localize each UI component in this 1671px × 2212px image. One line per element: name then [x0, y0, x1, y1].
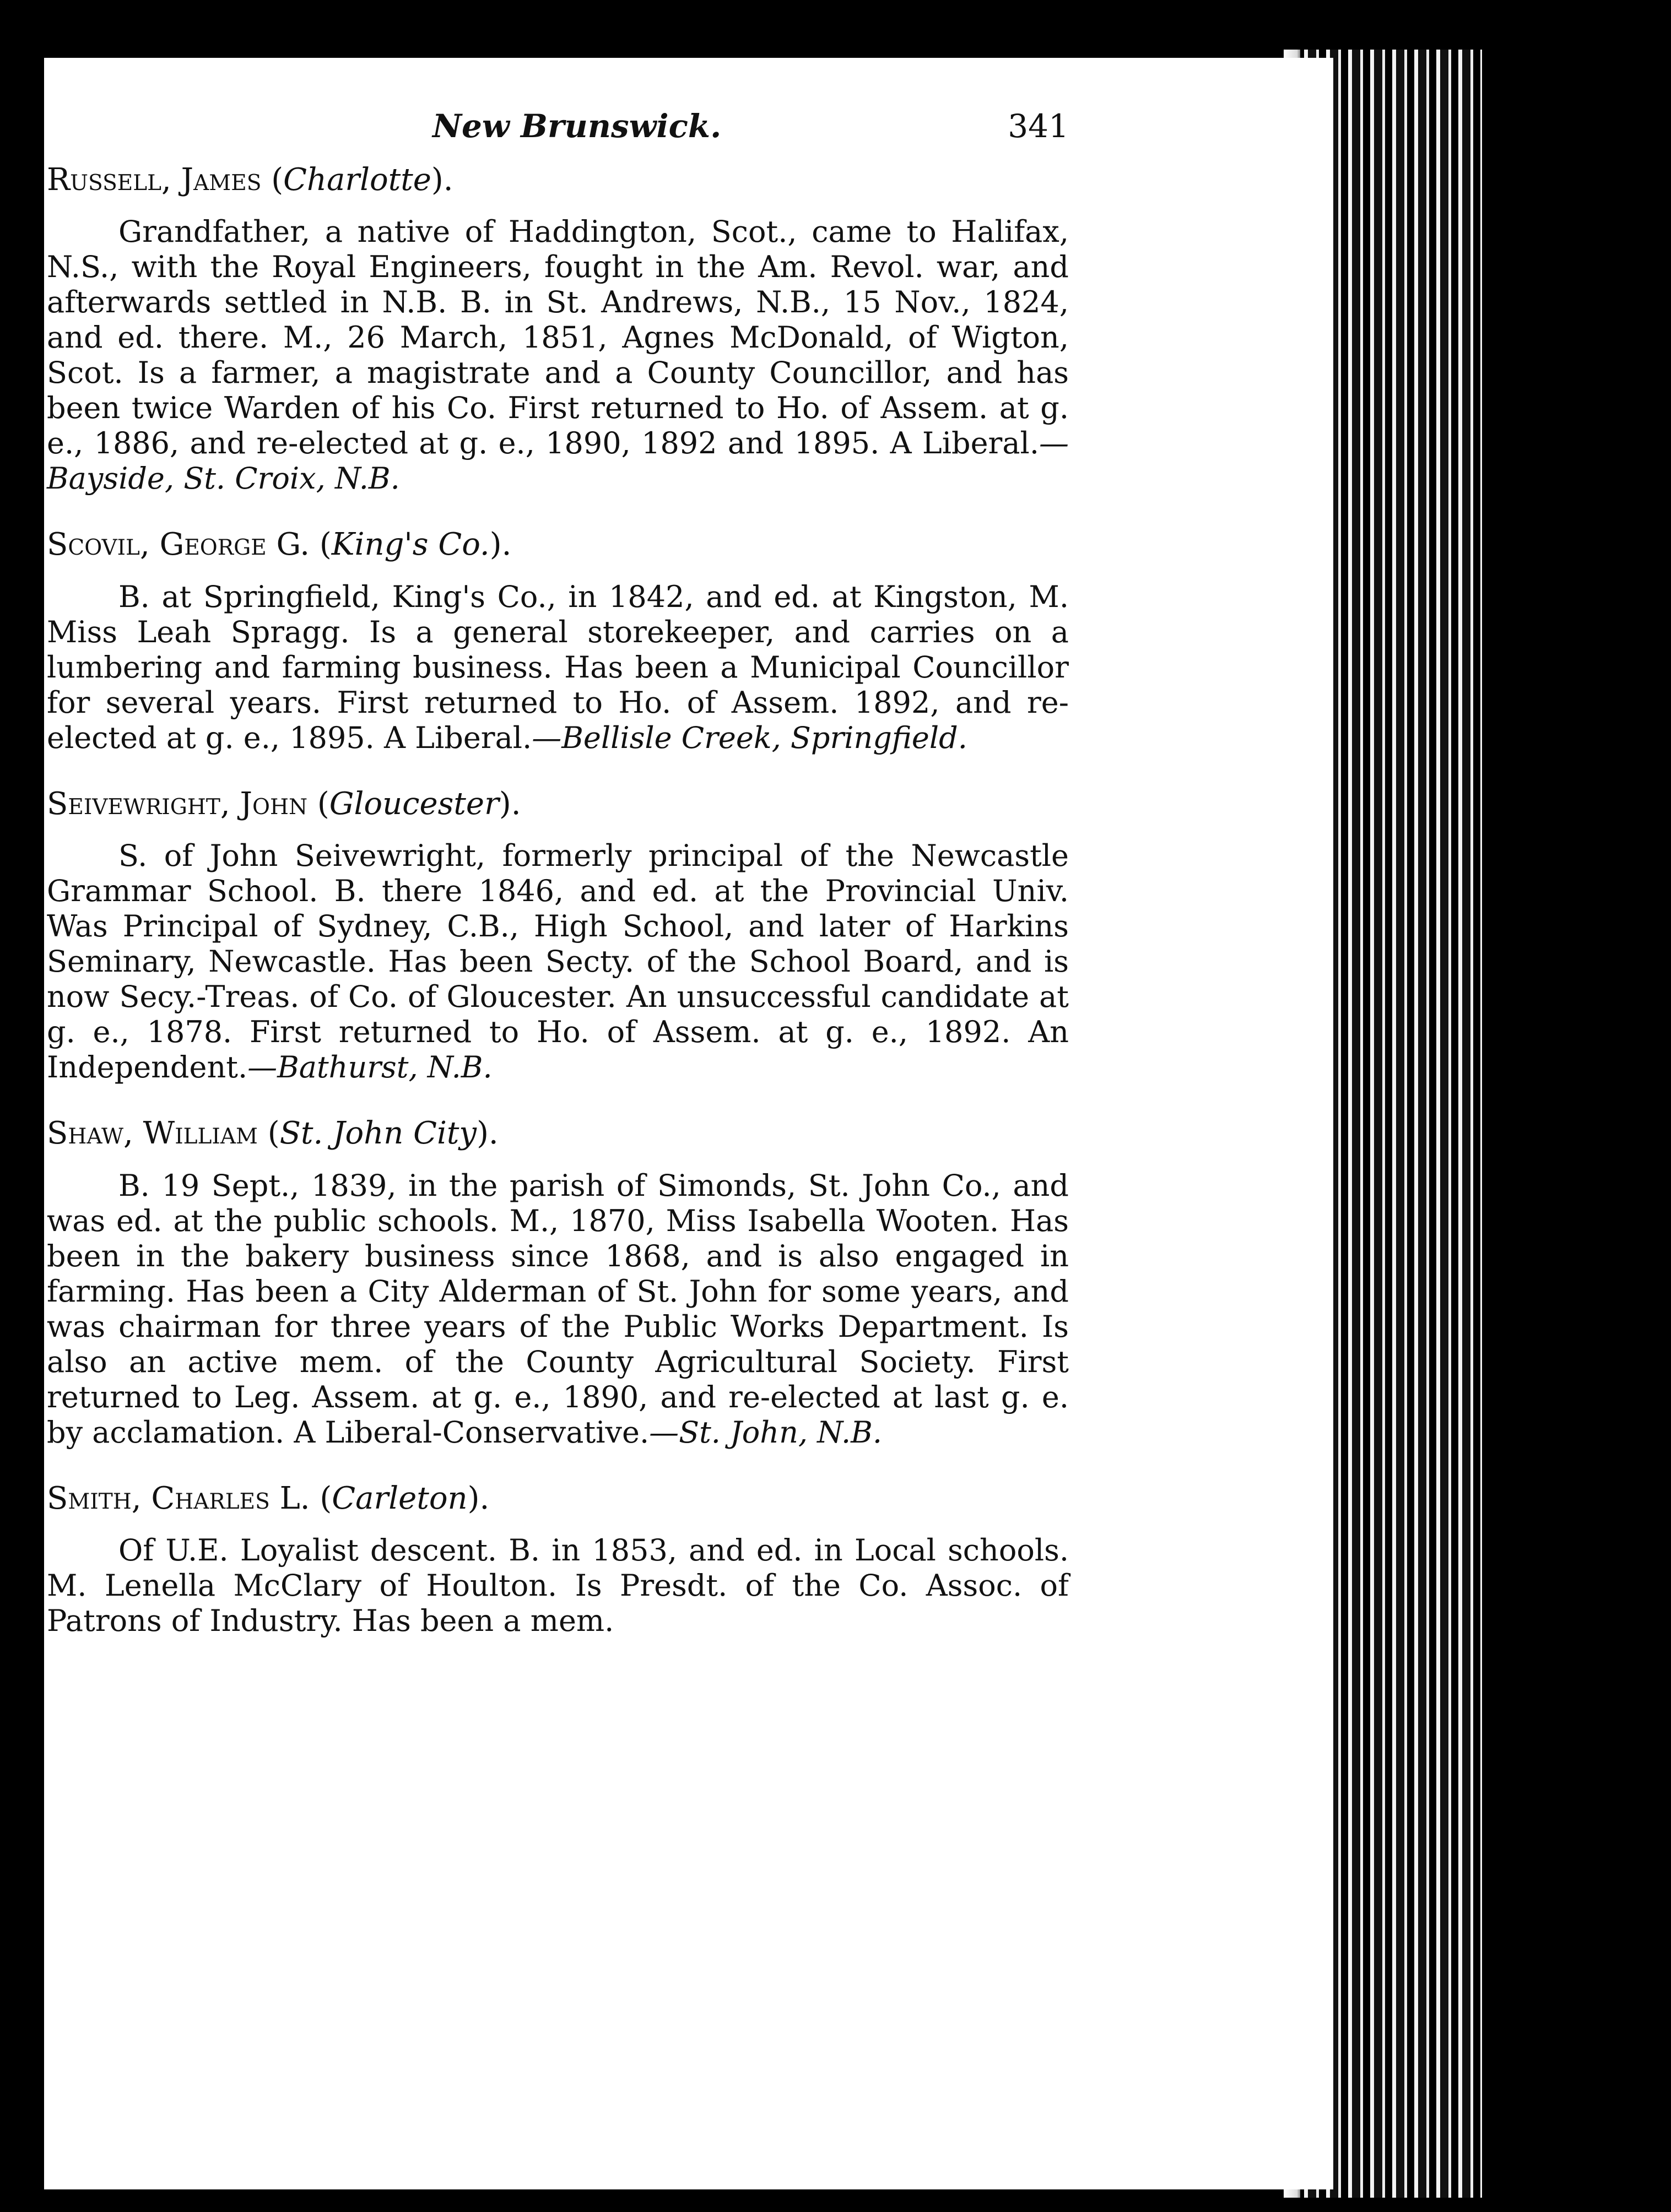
entry-body-text: Of U.E. Loyalist descent. B. in 1853, and ed. in Local schools. M. Lenella McClary of Houlton. Is Presdt. of the Co. Assoc. of Patrons of Industry. Has been a mem. [47, 1532, 1069, 1638]
biography-entry [47, 162, 1069, 496]
entry-address: —St. John, N.B. [649, 1414, 882, 1450]
entry-text [47, 1168, 1069, 1450]
entry-constituency: St. John City [279, 1115, 477, 1152]
biography-entry [47, 527, 1069, 755]
entry-body-text: Grandfather, a native of Haddington, Scot., came to Halifax, N.S., with the Royal Engineers, fought in the Am. Revol. war, and afterwards settled in N.B. B. in St. Andrews, N.B., 15 Nov., 1824, and ed. there. M., 26 March, 1851, Agnes McDonald, of Wigton, Scot. Is a farmer, a magistrate and a County Councillor, and has been twice Warden of his Co. First returned to Ho. of Assem. at g. e., 1886, and re-elected at g. e., 1890, 1892 and 1895. A Liberal. [47, 214, 1069, 461]
entry-forename: James [181, 162, 262, 198]
entry-text [47, 579, 1069, 756]
entry-text [47, 1533, 1069, 1639]
entry-forename: Charles L. [151, 1480, 310, 1516]
biography-entry [47, 787, 1069, 1085]
entry-text [47, 214, 1069, 496]
entry-forename: John [240, 785, 308, 822]
running-title: New Brunswick. [432, 107, 722, 145]
entry-constituency: King's Co. [331, 527, 490, 563]
entry-surname: Shaw, [47, 1115, 133, 1152]
entry-body-text: S. of John Seivewright, formerly principal of the Newcastle Grammar School. B. there 1846, and ed. at the Provincial Univ. Was Principal of Sydney, C.B., High School, and later of Harkins Seminary, Newcastle. Has been Secty. of the School Board, and is now Secy.-Treas. of Co. of Gloucester. An unsuccessful candidate at g. e., 1878. First returned to Ho. of Assem. at g. e., 1892. An Independent. [47, 838, 1069, 1085]
entry-constituency: Carleton [332, 1480, 468, 1516]
entry-forename: George G. [159, 527, 310, 563]
entry-forename: William [143, 1115, 258, 1152]
entry-address: —Bathurst, N.B. [247, 1050, 493, 1085]
entry-address: —Bellisle Creek, Springfield. [532, 720, 967, 755]
page-content [47, 107, 1069, 1639]
page-number: 341 [1008, 107, 1069, 145]
entry-address: —Bayside, St. Croix, N.B. [47, 426, 1069, 496]
entry-constituency: Gloucester [329, 785, 499, 822]
running-head [47, 107, 1069, 157]
entry-heading: Russell, James (Charlotte). [47, 162, 453, 198]
biography-entry [47, 1481, 1069, 1639]
entry-heading: Scovil, George G. (King's Co.). [47, 527, 512, 563]
entry-surname: Smith, [47, 1480, 142, 1516]
entry-heading: Seivewright, John (Gloucester). [47, 785, 521, 822]
entry-heading: Shaw, William (St. John City). [47, 1115, 499, 1152]
entry-body-text: B. 19 Sept., 1839, in the parish of Simonds, St. John Co., and was ed. at the public schools. M., 1870, Miss Isabella Wooten. Has been in the bakery business since 1868, and is also engaged in farming. Has been a City Alderman of St. John for some years, and was chairman for three years of the Public Works Department. Is also an active mem. of the County Agricultural Society. First returned to Leg. Assem. at g. e., 1890, and re-elected at last g. e. by acclamation. A Liberal-Conservative. [47, 1168, 1069, 1450]
entry-surname: Russell, [47, 162, 171, 198]
entry-constituency: Charlotte [283, 162, 431, 198]
entry-text [47, 838, 1069, 1085]
entry-surname: Seivewright, [47, 785, 230, 822]
biography-entry [47, 1116, 1069, 1450]
entry-body-text: B. at Springfield, King's Co., in 1842, and ed. at Kingston, M. Miss Leah Spragg. Is a general storekeeper, and carries on a lumbering and farming business. Has been a Municipal Councillor for several years. First returned to Ho. of Assem. 1892, and re-elected at g. e., 1895. A Liberal. [47, 579, 1069, 755]
entry-heading: Smith, Charles L. (Carleton). [47, 1480, 490, 1516]
entry-surname: Scovil, [47, 527, 150, 563]
